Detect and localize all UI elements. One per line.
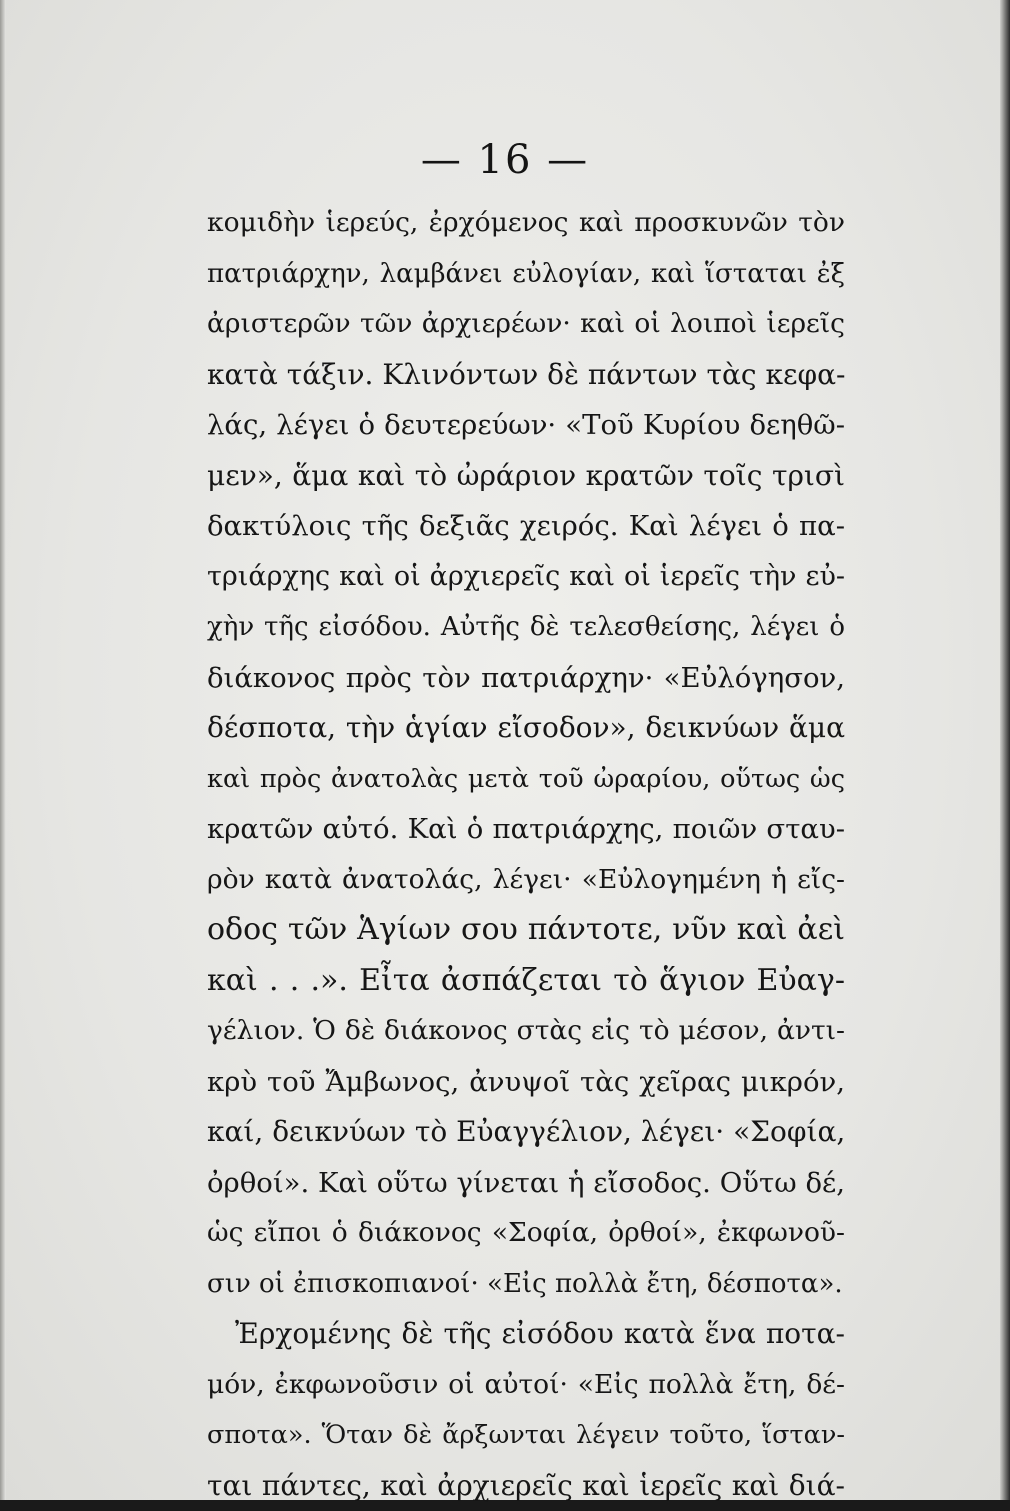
- text-line: μεν», ἅμα καὶ τὸ ὠράριον κρατῶν τοῖς τρισὶ: [207, 451, 845, 502]
- text-line: ὀρθοί». Καὶ οὕτω γίνεται ἡ εἴσοδος. Οὕτω δέ,: [207, 1158, 845, 1209]
- text-line: ται πάντες, καὶ ἀρχιερεῖς καὶ ἱερεῖς καὶ διά-: [207, 1461, 845, 1511]
- text-line: δέσποτα, τὴν ἁγίαν εἴσοδον», δεικνύων ἅμα: [207, 703, 845, 754]
- text-line: σιν οἱ ἐπισκοπιανοί· «Εἰς πολλὰ ἔτη, δέσποτα».: [207, 1259, 845, 1310]
- text-line: κρὺ τοῦ Ἄμβωνος, ἀνυψοῖ τὰς χεῖρας μικρόν,: [207, 1057, 845, 1108]
- text-line: χὴν τῆς εἰσόδου. Αὐτῆς δὲ τελεσθείσης, λέγει ὁ: [207, 602, 845, 653]
- text-line: καὶ . . .». Εἶτα ἀσπάζεται τὸ ἅγιον Εὐαγ-: [207, 956, 845, 1007]
- text-line: πατριάρχην, λαμβάνει εὐλογίαν, καὶ ἵσταται ἐξ: [207, 249, 845, 300]
- text-line: Ἐρχομένης δὲ τῆς εἰσόδου κατὰ ἕνα ποτα-: [207, 1309, 845, 1360]
- page-left-edge-shadow: [0, 0, 6, 1500]
- text-line: μόν, ἐκφωνοῦσιν οἱ αὐτοί· «Εἰς πολλὰ ἔτη, δέ-: [207, 1360, 845, 1411]
- text-line: κρατῶν αὐτό. Καὶ ὁ πατριάρχης, ποιῶν σταυ-: [207, 804, 845, 855]
- page-right-edge-shadow: [1000, 0, 1010, 1500]
- text-line: κατὰ τάξιν. Κλινόντων δὲ πάντων τὰς κεφα-: [207, 350, 845, 401]
- text-line: λάς, λέγει ὁ δευτερεύων· «Τοῦ Κυρίου δεηθῶ-: [207, 400, 845, 451]
- text-line: ρὸν κατὰ ἀνατολάς, λέγει· «Εὐλογημένη ἡ εἴς-: [207, 855, 845, 906]
- text-line: γέλιον. Ὁ δὲ διάκονος στὰς εἰς τὸ μέσον, ἀντι-: [207, 1006, 845, 1057]
- text-line: τριάρχης καὶ οἱ ἀρχιερεῖς καὶ οἱ ἱερεῖς τὴν εὐ-: [207, 552, 845, 603]
- body-text: [207, 198, 845, 1511]
- text-line: ὡς εἴποι ὁ διάκονος «Σοφία, ὀρθοί», ἐκφωνοῦ-: [207, 1208, 845, 1259]
- text-line: ἀριστερῶν τῶν ἀρχιερέων· καὶ οἱ λοιποὶ ἱερεῖς: [207, 299, 845, 350]
- text-line: καί, δεικνύων τὸ Εὐαγγέλιον, λέγει· «Σοφία,: [207, 1107, 845, 1158]
- text-line: καὶ πρὸς ἀνατολὰς μετὰ τοῦ ὠραρίου, οὕτως ὡς: [207, 754, 845, 805]
- text-line: σποτα». Ὅταν δὲ ἄρξωνται λέγειν τοῦτο, ἵσταν-: [207, 1410, 845, 1461]
- text-line: δακτύλοις τῆς δεξιᾶς χειρός. Καὶ λέγει ὁ πα-: [207, 501, 845, 552]
- page-number: — 16 —: [0, 140, 1010, 180]
- text-line: οδος τῶν Ἁγίων σου πάντοτε, νῦν καὶ ἀεὶ: [207, 905, 845, 956]
- text-line: διάκονος πρὸς τὸν πατριάρχην· «Εὐλόγησον,: [207, 653, 845, 704]
- text-line: κομιδὴν ἱερεύς, ἐρχόμενος καὶ προσκυνῶν τὸν: [207, 198, 845, 249]
